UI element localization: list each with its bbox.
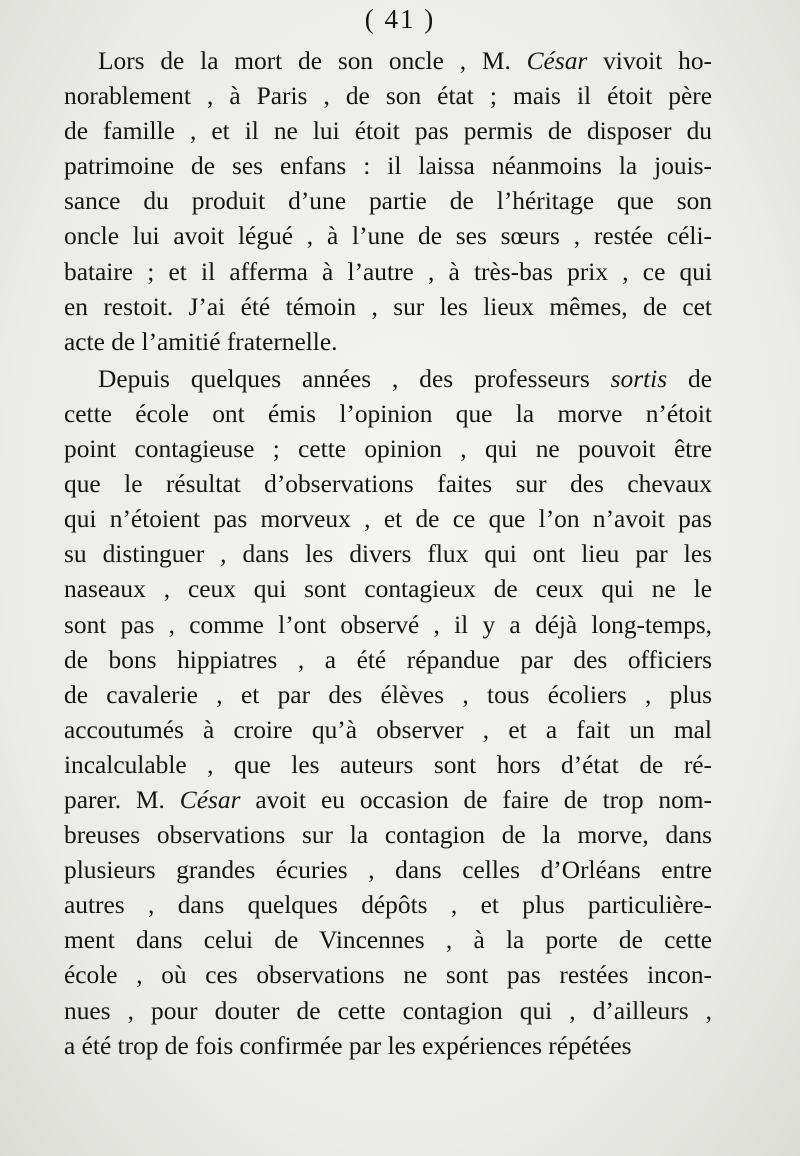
- text-line: [64, 325, 712, 360]
- text-line: [64, 888, 712, 923]
- paragraph: [64, 362, 712, 1064]
- text-line: [64, 958, 712, 993]
- text-line: [64, 783, 712, 818]
- text-line: [64, 219, 712, 254]
- text-run: parer. M.: [64, 785, 180, 814]
- text-run: de: [667, 364, 712, 393]
- text-line: [64, 713, 712, 748]
- text-line: [64, 255, 712, 290]
- text-run: su distinguer , dans les divers flux qui ont lieu par les: [64, 540, 712, 569]
- text-run: Depuis quelques années , des professeurs: [98, 364, 611, 393]
- text-line: [64, 184, 712, 219]
- text-line: [64, 502, 712, 537]
- text-run: oncle lui avoit légué , à l’une de ses sœurs , restée céli-: [64, 222, 712, 251]
- text-line: [64, 818, 712, 853]
- italic-text: César: [179, 785, 241, 814]
- text-run: bataire ; et il afferma à l’autre , à très-bas prix , ce qui: [64, 257, 712, 286]
- text-run: de bons hippiatres , a été répandue par des officiers: [64, 645, 712, 674]
- text-line: [64, 994, 712, 1029]
- text-run: patrimoine de ses enfans : il laissa néanmoins la jouis-: [64, 152, 712, 181]
- text-line: [64, 608, 712, 643]
- text-run: accoutumés à croire qu’à observer , et a fait un mal: [64, 715, 712, 744]
- text-run: que le résultat d’observations faites sur des chevaux: [64, 470, 712, 499]
- text-line: [64, 923, 712, 958]
- text-line: [64, 748, 712, 783]
- text-run: norablement , à Paris , de son état ; mais il étoit père: [64, 82, 712, 111]
- text-line: [64, 853, 712, 888]
- text-line: [64, 44, 712, 79]
- text-line: [64, 537, 712, 572]
- text-run: en restoit. J’ai été témoin , sur les lieux mêmes, de cet: [64, 292, 712, 321]
- text-line: [64, 149, 712, 184]
- text-line: [64, 1029, 712, 1064]
- paragraph: [64, 44, 712, 360]
- text-run: plusieurs grandes écuries , dans celles d’Orléans entre: [64, 856, 712, 885]
- text-run: autres , dans quelques dépôts , et plus particulière-: [64, 891, 712, 920]
- text-line: [64, 467, 712, 502]
- page-number: ( 41 ): [364, 4, 436, 34]
- text-run: Lors de la mort de son oncle , M.: [98, 47, 527, 75]
- text-run: incalculable , que les auteurs sont hors d’état de ré-: [64, 750, 712, 779]
- italic-text: César: [526, 47, 588, 75]
- text-run: qui n’étoient pas morveux , et de ce que l’on n’avoit pas: [64, 505, 712, 534]
- text-run: a été trop de fois confirmée par les expériences répétées: [64, 1031, 632, 1060]
- text-line: [64, 643, 712, 678]
- text-run: avoit eu occasion de faire de trop nom-: [240, 785, 712, 814]
- text-run: sance du produit d’une partie de l’héritage que son: [64, 187, 712, 216]
- text-line: [64, 362, 712, 397]
- text-run: sont pas , comme l’ont observé , il y a déjà long-temps,: [64, 610, 712, 639]
- text-run: naseaux , ceux qui sont contagieux de ceux qui ne le: [64, 575, 712, 604]
- text-run: cette école ont émis l’opinion que la morve n’étoit: [64, 399, 712, 428]
- text-line: [64, 290, 712, 325]
- text-run: de famille , et il ne lui étoit pas permis de disposer du: [64, 117, 712, 146]
- text-run: ment dans celui de Vincennes , à la porte de cette: [64, 926, 712, 955]
- text-run: de cavalerie , et par des élèves , tous écoliers , plus: [64, 680, 712, 709]
- text-line: [64, 79, 712, 114]
- text-run: acte de l’amitié fraternelle.: [64, 327, 338, 356]
- text-line: [64, 114, 712, 149]
- text-line: [64, 572, 712, 607]
- body-text: [64, 44, 712, 1064]
- text-run: point contagieuse ; cette opinion , qui ne pouvoit être: [64, 435, 712, 464]
- text-line: [64, 397, 712, 432]
- text-line: [64, 432, 712, 467]
- text-line: [64, 678, 712, 713]
- text-run: nues , pour douter de cette contagion qui , d’ailleurs ,: [64, 996, 712, 1025]
- text-run: école , où ces observations ne sont pas restées incon-: [64, 961, 712, 990]
- text-run: breuses observations sur la contagion de la morve, dans: [64, 821, 712, 850]
- italic-text: sortis: [610, 364, 668, 393]
- text-run: vivoit ho-: [587, 47, 713, 75]
